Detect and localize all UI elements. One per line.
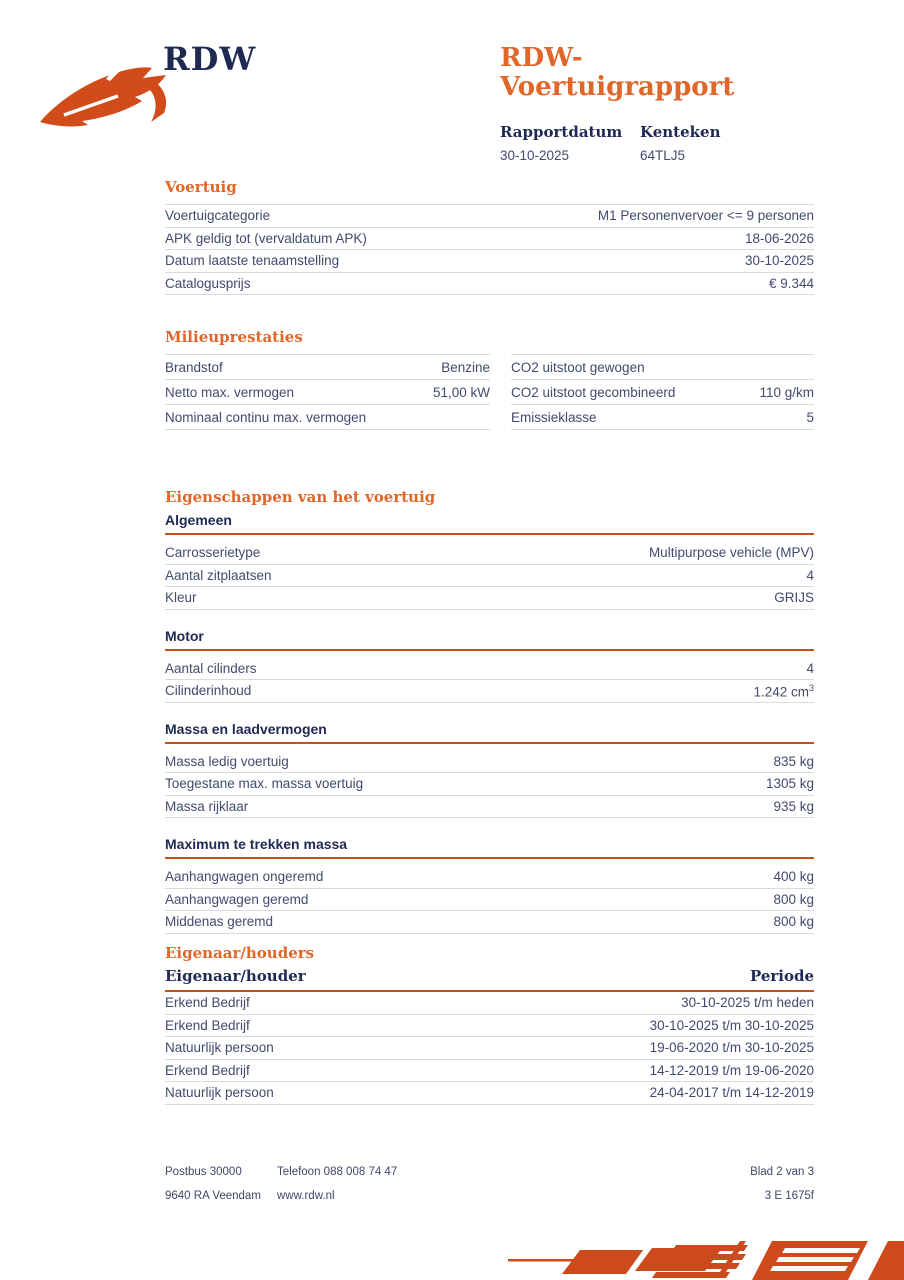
owner-type: Natuurlijk persoon — [165, 1085, 274, 1101]
kenteken-label: Kenteken — [640, 123, 721, 142]
page-footer — [165, 1166, 814, 1202]
row-label: Voertuigcategorie — [165, 208, 271, 224]
section-eigenaar-houders — [165, 944, 814, 1105]
section-heading: Eigenschappen van het voertuig — [165, 488, 436, 506]
section-heading: Eigenaar/houders — [165, 944, 315, 962]
row-label: Aanhangwagen geremd — [165, 891, 309, 907]
row-label: APK geldig tot (vervaldatum APK) — [165, 230, 367, 246]
rapportdatum-value: 30-10-2025 — [500, 148, 570, 164]
row-value: Multipurpose vehicle (MPV) — [648, 545, 814, 561]
owner-period: 30-10-2025 t/m 30-10-2025 — [649, 1017, 814, 1033]
column-header-periode: Periode — [749, 967, 814, 985]
owner-period: 14-12-2019 t/m 19-06-2020 — [649, 1062, 814, 1078]
owner-period: 24-04-2017 t/m 14-12-2019 — [649, 1085, 814, 1101]
owner-period: 19-06-2020 t/m 30-10-2025 — [649, 1040, 814, 1056]
row-label: Aantal zitplaatsen — [165, 567, 272, 583]
rdw-feather-logo-icon — [38, 52, 173, 127]
row-label: Brandstof — [165, 359, 223, 375]
owner-table — [165, 992, 814, 1105]
table-row — [165, 796, 814, 819]
row-label: Kleur — [165, 590, 197, 606]
footer-page-number: Blad 2 van 3 — [750, 1166, 814, 1178]
table-row — [165, 773, 814, 796]
table-row — [165, 889, 814, 912]
table-row — [165, 1015, 814, 1038]
row-value: 1305 kg — [765, 776, 814, 792]
subsection-heading-trekken: Maximum te trekken massa — [165, 836, 814, 859]
table-row — [165, 405, 490, 430]
row-value: 5 — [806, 409, 814, 425]
row-value: 800 kg — [773, 914, 814, 930]
voertuig-table — [165, 204, 814, 295]
section-heading: Voertuig — [165, 178, 237, 196]
footer-phone: Telefoon 088 008 74 47 — [277, 1166, 398, 1178]
table-row — [165, 354, 490, 380]
row-label: Catalogusprijs — [165, 275, 251, 291]
row-value: 800 kg — [773, 891, 814, 907]
row-label: Datum laatste tenaamstelling — [165, 253, 340, 269]
table-row — [165, 1060, 814, 1083]
row-value: 30-10-2025 — [744, 253, 814, 269]
owner-type: Erkend Bedrijf — [165, 1062, 250, 1078]
row-value: 4 — [806, 660, 814, 676]
row-value: 835 kg — [773, 753, 814, 769]
table-row — [165, 658, 814, 681]
row-value: 110 g/km — [759, 384, 814, 400]
row-label: Netto max. vermogen — [165, 384, 295, 400]
row-label: Cilinderinhoud — [165, 683, 252, 699]
table-row — [165, 992, 814, 1015]
table-row — [511, 380, 814, 405]
owner-type: Natuurlijk persoon — [165, 1040, 274, 1056]
section-eigenschappen — [165, 488, 814, 934]
row-value: € 9.344 — [768, 275, 814, 291]
table-row — [165, 565, 814, 588]
report-meta — [500, 123, 814, 163]
row-label: Emissieklasse — [511, 409, 597, 425]
table-row — [165, 1082, 814, 1105]
table-row — [165, 911, 814, 934]
owner-period: 30-10-2025 t/m heden — [681, 995, 814, 1011]
footer-address — [165, 1166, 277, 1202]
section-voertuig — [165, 178, 814, 295]
row-value: 935 kg — [773, 798, 814, 814]
table-row — [165, 587, 814, 610]
table-row — [165, 380, 490, 405]
page-title: RDW-Voertuigrapport — [500, 43, 735, 102]
row-value: GRIJS — [774, 590, 814, 606]
owner-table-header — [165, 967, 814, 992]
row-value-text: 1.242 cm — [753, 684, 809, 699]
table-row — [165, 680, 814, 703]
row-label: CO2 uitstoot gewogen — [511, 359, 645, 375]
row-value: 4 — [806, 567, 814, 583]
row-label: Carrosserietype — [165, 545, 261, 561]
report-header — [500, 44, 814, 163]
kenteken-value: 64TLJ5 — [640, 148, 686, 164]
footer-website: www.rdw.nl — [277, 1190, 335, 1202]
row-value: 51,00 kW — [432, 384, 490, 400]
footer-doc-code: 3 E 1675f — [764, 1190, 814, 1202]
footer-pagination — [750, 1166, 814, 1202]
table-row — [511, 354, 814, 380]
row-label: Middenas geremd — [165, 914, 274, 930]
row-label: Aantal cilinders — [165, 660, 257, 676]
owner-type: Erkend Bedrijf — [165, 1017, 250, 1033]
table-row — [165, 228, 814, 251]
row-label: Nominaal continu max. vermogen — [165, 409, 367, 425]
row-value: M1 Personenvervoer <= 9 personen — [597, 208, 814, 224]
section-milieuprestaties — [165, 328, 814, 430]
row-value: 400 kg — [773, 869, 814, 885]
table-row — [165, 751, 814, 774]
algemeen-table — [165, 542, 814, 610]
subsection-heading-motor: Motor — [165, 628, 814, 651]
table-row — [165, 1037, 814, 1060]
row-value-superscript: 3 — [808, 682, 814, 693]
row-value — [753, 683, 814, 700]
table-row — [165, 273, 814, 296]
row-label: CO2 uitstoot gecombineerd — [511, 384, 676, 400]
footer-postbus: Postbus 30000 — [165, 1166, 242, 1178]
table-row — [165, 204, 814, 228]
column-header-eigenaar: Eigenaar/houder — [165, 967, 306, 985]
motor-table — [165, 658, 814, 703]
row-value: 18-06-2026 — [744, 230, 814, 246]
row-value: Benzine — [441, 359, 490, 375]
subsection-heading-algemeen: Algemeen — [165, 512, 814, 535]
subsection-heading-massa: Massa en laadvermogen — [165, 721, 814, 744]
owner-type: Erkend Bedrijf — [165, 995, 250, 1011]
row-label: Aanhangwagen ongeremd — [165, 869, 324, 885]
table-row — [165, 250, 814, 273]
footer-contact — [277, 1166, 750, 1202]
table-row — [165, 542, 814, 565]
meta-rapportdatum — [500, 123, 640, 163]
rapportdatum-label: Rapportdatum — [500, 123, 623, 142]
row-label: Toegestane max. massa voertuig — [165, 776, 364, 792]
trekken-table — [165, 866, 814, 934]
row-label: Massa rijklaar — [165, 798, 249, 814]
massa-table — [165, 751, 814, 819]
meta-kenteken — [640, 123, 780, 163]
milieu-right-column — [511, 354, 814, 430]
milieu-left-column — [165, 354, 490, 430]
table-row — [165, 866, 814, 889]
table-row — [511, 405, 814, 430]
rdw-wordmark: RDW — [163, 40, 257, 78]
row-label: Massa ledig voertuig — [165, 753, 289, 769]
milieu-table — [165, 354, 814, 430]
rdw-speed-lines-graphic — [500, 1233, 904, 1280]
section-heading: Milieuprestaties — [165, 328, 303, 346]
footer-city: 9640 RA Veendam — [165, 1190, 261, 1202]
